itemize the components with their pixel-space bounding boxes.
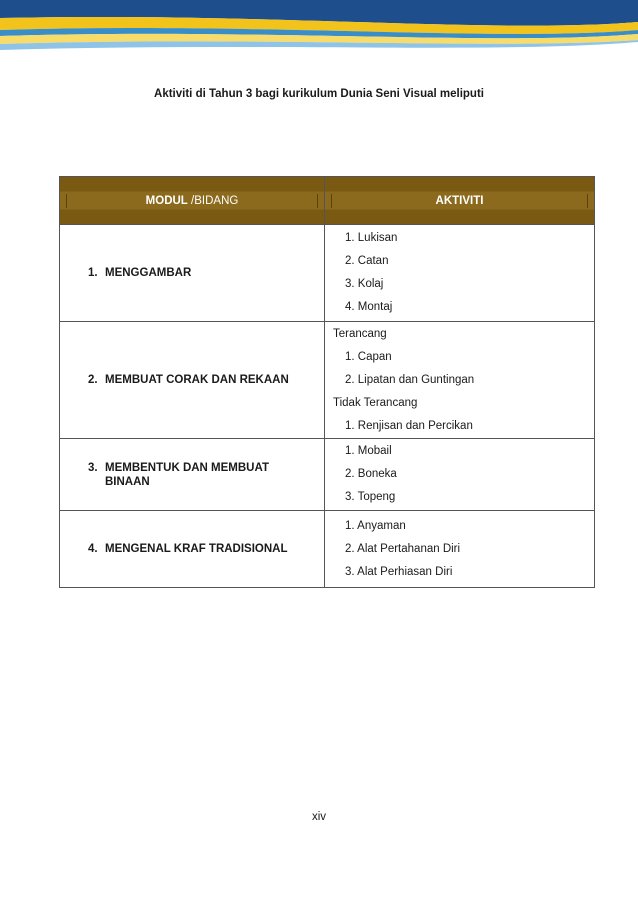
activity-item: 1. Anyaman: [345, 519, 406, 532]
activity-item: 4. Montaj: [345, 301, 393, 313]
activity-group-heading: Terancang: [333, 327, 387, 340]
activity-item: 1. Renjisan dan Percikan: [345, 419, 473, 432]
table-row: [60, 511, 595, 588]
header-module: MODUL /BIDANG: [60, 177, 325, 225]
activity-item: 2. Catan: [345, 255, 389, 267]
module-activity-table: [59, 176, 595, 588]
table-row: [60, 322, 595, 439]
activity-group-heading: Tidak Terancang: [333, 396, 418, 409]
activity-cell: [325, 322, 595, 439]
module-name: MENGENAL KRAF TRADISIONAL: [105, 543, 288, 555]
table-row: [60, 439, 595, 511]
page-number: xiv: [311, 811, 327, 823]
module-cell: 3. MEMBENTUK DAN MEMBUAT BINAAN: [60, 439, 325, 511]
header-activity: AKTIVITI: [325, 177, 595, 225]
activity-item: 1. Capan: [345, 350, 392, 363]
module-cell: 1. MENGGAMBAR: [60, 225, 325, 322]
activity-item: 3. Topeng: [345, 491, 396, 503]
table-row: [60, 225, 595, 322]
activity-item: 3. Kolaj: [345, 278, 384, 290]
intro-heading: Aktiviti di Tahun 3 bagi kurikulum Dunia Seni Visual meliputi: [154, 88, 484, 100]
module-name: MENGGAMBAR: [105, 267, 192, 279]
activity-item: 1. Mobail: [345, 445, 392, 457]
activity-cell: [325, 439, 595, 511]
module-cell: 2. MEMBUAT CORAK DAN REKAAN: [60, 322, 325, 439]
module-name: MEMBENTUK DAN MEMBUAT BINAAN: [105, 461, 269, 488]
module-cell: 4. MENGENAL KRAF TRADISIONAL: [60, 511, 325, 588]
module-name: MEMBUAT CORAK DAN REKAAN: [105, 374, 289, 386]
activity-item: 2. Boneka: [345, 468, 397, 480]
activity-item: 3. Alat Perhiasan Diri: [345, 565, 453, 578]
header-banner: [0, 0, 638, 60]
activity-item: 2. Alat Pertahanan Diri: [345, 542, 461, 555]
activity-cell: [325, 511, 595, 588]
activity-cell: [325, 225, 595, 322]
activity-item: 2. Lipatan dan Guntingan: [345, 373, 475, 386]
activity-item: 1. Lukisan: [345, 232, 398, 244]
